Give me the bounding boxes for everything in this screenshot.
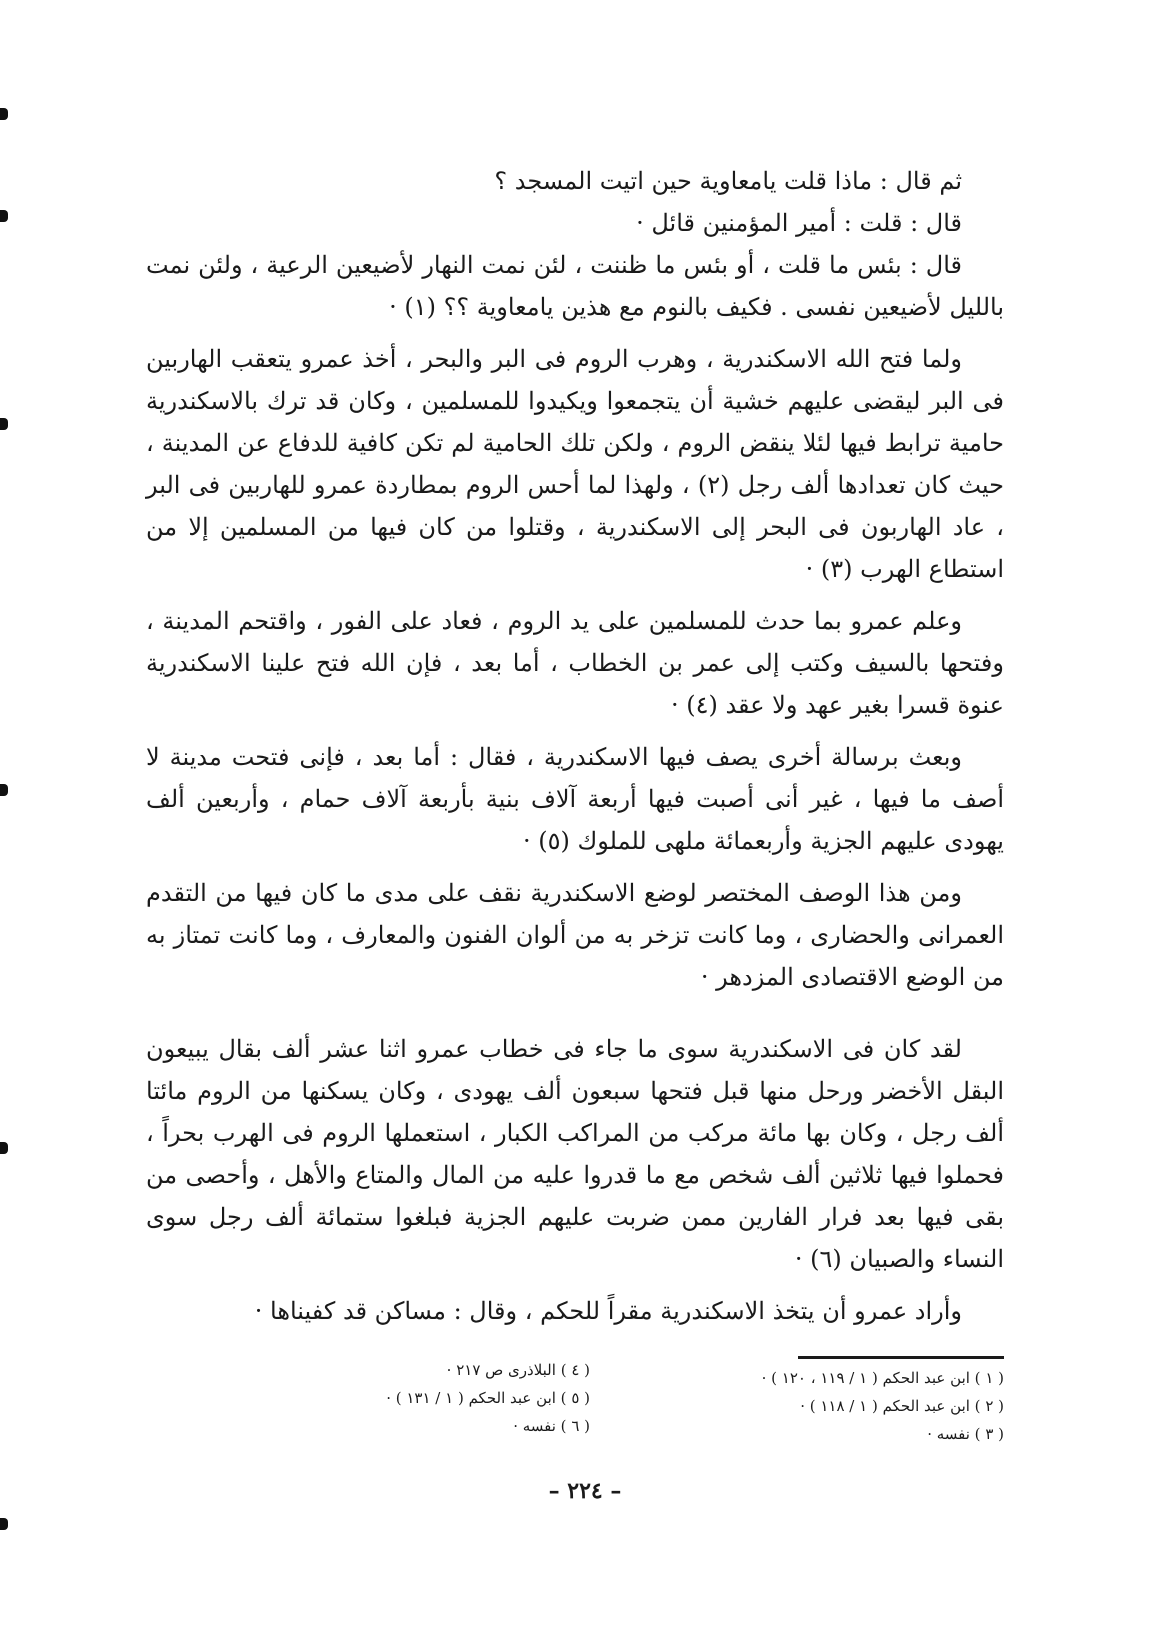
footnote-1: ( ١ ) ابن عبد الحكم ( ١ / ١١٩ ، ١٢٠ ) · bbox=[761, 1369, 1004, 1387]
footnote-2: ( ٢ ) ابن عبد الحكم ( ١ / ١١٨ ) · bbox=[800, 1397, 1004, 1415]
margin-mark bbox=[0, 1142, 8, 1154]
footnotes-left-column bbox=[310, 1356, 590, 1440]
footnotes-right-column bbox=[744, 1364, 1004, 1448]
footnote-3: ( ٣ ) نفسه · bbox=[927, 1425, 1004, 1443]
margin-mark bbox=[0, 1518, 8, 1530]
margin-mark bbox=[0, 784, 8, 796]
footnote-6: ( ٦ ) نفسه · bbox=[513, 1417, 590, 1435]
footnote-separator bbox=[798, 1356, 1004, 1359]
paragraph-gap bbox=[146, 998, 1004, 1028]
margin-mark bbox=[0, 210, 8, 222]
margin-mark bbox=[0, 108, 8, 120]
paragraph: وعلم عمرو بما حدث للمسلمين على يد الروم ، فعاد على الفور ، واقتحم المدينة ، وفتحها بالسيف وكتب إلى عمر بن الخطاب ، أما بعد ، فإن الله فتح علينا الاسكندرية عنوة قسرا بغير عهد ولا عقد (٤) · bbox=[146, 607, 1004, 719]
paragraph: وبعث برسالة أخرى يصف فيها الاسكندرية ، فقال : أما بعد ، فإنى فتحت مدينة لا أصف ما فيها ، غير أنى أصبت فيها أربعة آلاف بنية بأربعة آلاف حمام ، وأربعين ألف يهودى عليهم الجزية وأربعمائة ملهى للملوك (٥) · bbox=[146, 743, 1004, 855]
paragraph: لقد كان فى الاسكندرية سوى ما جاء فى خطاب عمرو اثنا عشر ألف بقال يبيعون البقل الأخضر ورحل منها قبل فتحها سبعون ألف يهودى ، وكان يسكنها من الروم مائتا ألف رجل ، وكان بها مائة مركب من المراكب الكبار ، استعملها الروم فى الهرب بحراً ، فحملوا فيها ثلاثين ألف شخص مع ما قدروا عليه من المال والمتاع والأهل ، وأحصى من بقى فيها بعد فرار الفارين ممن ضربت عليهم الجزية فبلغوا ستمائة ألف رجل سوى النساء والصبيان (٦) · bbox=[146, 1035, 1005, 1273]
paragraph-gap bbox=[146, 1280, 1004, 1290]
paragraph-gap bbox=[146, 590, 1004, 600]
margin-mark bbox=[0, 418, 8, 430]
footnote-5: ( ٥ ) ابن عبد الحكم ( ١ / ١٣١ ) · bbox=[386, 1389, 590, 1407]
paragraph: قال : بئس ما قلت ، أو بئس ما ظننت ، لئن نمت النهار لأضيعين الرعية ، ولئن نمت بالليل لأضيعين نفسى . فكيف بالنوم مع هذين يامعاوية ؟؟ (١) · bbox=[146, 251, 1004, 321]
body-text bbox=[146, 160, 1004, 1332]
footnote-4: ( ٤ ) البلاذرى ص ٢١٧ · bbox=[446, 1361, 590, 1379]
page-number: – ٢٢٤ – bbox=[548, 1478, 622, 1504]
paragraph-gap bbox=[146, 328, 1004, 338]
paragraph: ولما فتح الله الاسكندرية ، وهرب الروم فى البر والبحر ، أخذ عمرو يتعقب الهاربين فى البر ليقضى عليهم خشية أن يتجمعوا ويكيدوا للمسلمين ، وكان قد ترك بالاسكندرية حامية ترابط فيها لئلا ينقض الروم ، ولكن تلك الحامية لم تكن كافية للدفاع عن المدينة ، حيث كان تعدادها ألف رجل (٢) ، ولهذا لما أحس الروم بمطاردة عمرو للهاربين فى البر ، عاد الهاربون فى البحر إلى الاسكندرية ، وقتلوا من كان فيها من المسلمين إلا من استطاع الهرب (٣) · bbox=[146, 345, 1004, 583]
paragraph: وأراد عمرو أن يتخذ الاسكندرية مقراً للحكم ، وقال : مساكن قد كفيناها · bbox=[254, 1297, 962, 1325]
paragraph: قال : قلت : أمير المؤمنين قائل · bbox=[636, 209, 962, 237]
paragraph: ومن هذا الوصف المختصر لوضع الاسكندرية نقف على مدى ما كان فيها من التقدم العمرانى والحضارى ، وما كانت تزخر به من ألوان الفنون والمعارف ، وما كانت تمتاز به من الوضع الاقتصادى المزدهر · bbox=[146, 879, 1005, 991]
paragraph-gap bbox=[146, 862, 1004, 872]
paragraph: ثم قال : ماذا قلت يامعاوية حين اتيت المسجد ؟ bbox=[494, 167, 962, 195]
paragraph-gap bbox=[146, 726, 1004, 736]
